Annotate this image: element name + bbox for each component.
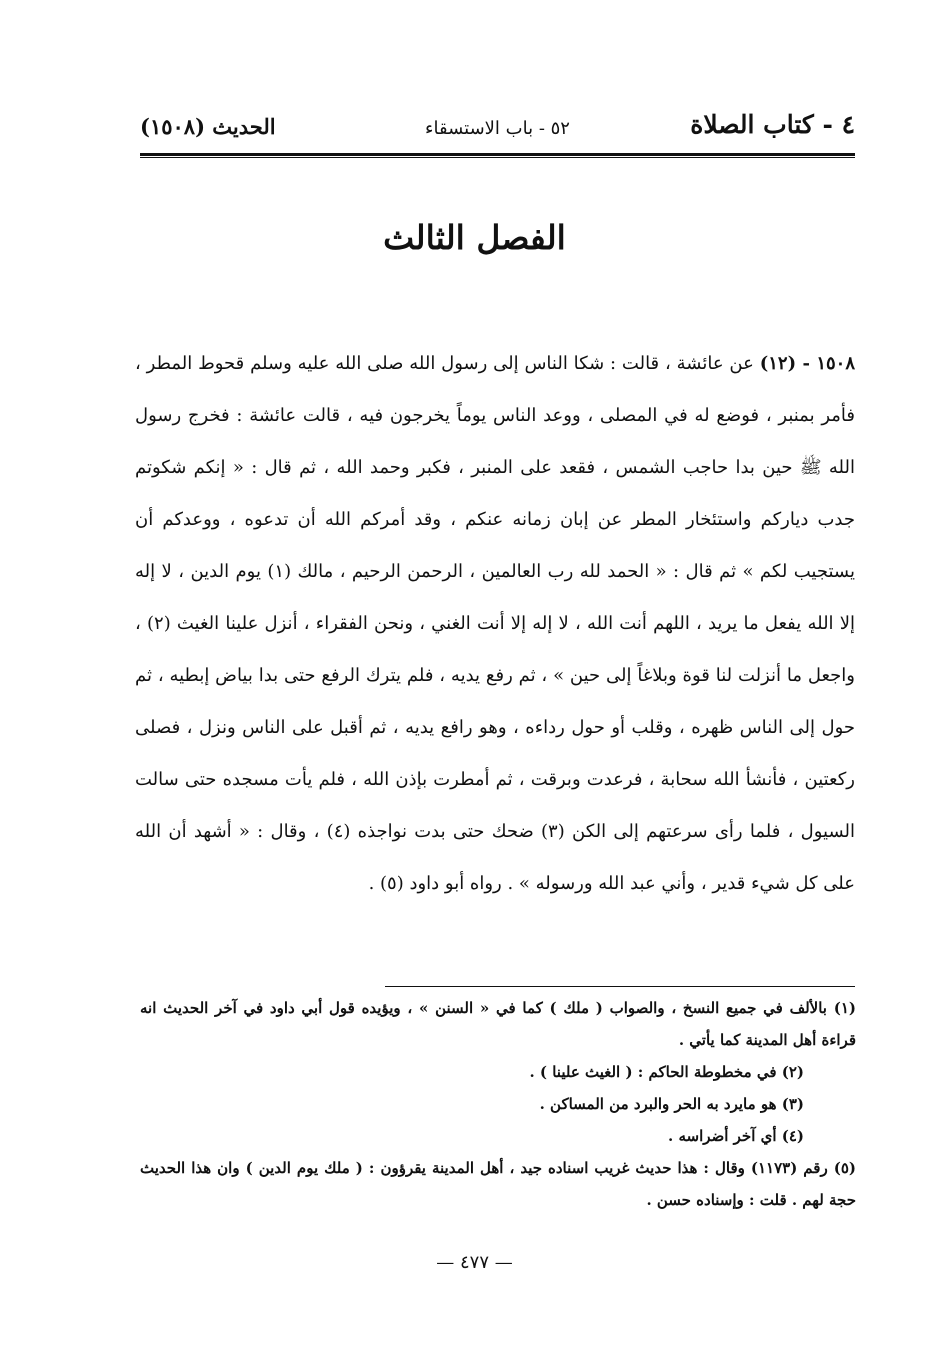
section-title: الفصل الثالث	[383, 218, 566, 257]
footnote-4: (٤) أي آخر أضراسه .	[668, 1127, 804, 1145]
footnote-3: (٣) هو مايرد به الحر والبرد من المساكن .	[539, 1095, 804, 1113]
hadith-text: عن عائشة ، قالت : شكا الناس إلى رسول الله صلى الله عليه وسلم قحوط المطر ، فأمر بمنبر ، فوضع له في المصلى ، ووعد الناس يوماً يخرجون فيه ، قالت عائشة : فخرج رسول الله ﷺ حين بدا حاجب الشمس ، فقعد على المنبر ، فكبر وحمد الله ، ثم قال : « إنكم شكوتم جدب دياركم واستئخار المطر عن إبان زمانه عنكم ، وقد أمركم الله أن تدعوه ، ووعدكم أن يستجيب لكم » ثم قال : « الحمد لله رب العالمين ، الرحمن الرحيم ، مالك (١) يوم الدين ، لا إله إلا الله يفعل ما يريد ، اللهم أنت الله ، لا إله إلا أنت الغني ، ونحن الفقراء ، أنزل علينا الغيث (٢) ، واجعل ما أنزلت لنا قوة وبلاغاً إلى حين » ، ثم رفع يديه ، فلم يترك الرفع حتى بدا بياض إبطيه ، ثم حول إلى الناس ظهره ، وقلب أو حول رداءه ، وهو رافع يديه ، ثم أقبل على الناس ونزل ، فصلى ركعتين ، فأنشأ الله سحابة ، فرعدت وبرقت ، ثم أمطرت بإذن الله ، فلم يأت مسجده حتى سالت السيول ، فلما رأى سرعتهم إلى الكن (٣) ضحك حتى بدت نواجذه (٤) ، وقال : « أشهد أن الله على كل شيء قدير ، وأني عبد الله ورسوله » . رواه أبو داود (٥) .	[135, 353, 855, 894]
footnotes	[140, 992, 856, 1216]
book-title: ٤ - كتاب الصلاة	[690, 110, 855, 139]
hadith-reference: الحديث (١٥٠٨)	[140, 114, 276, 139]
header-rule	[140, 153, 855, 158]
running-header	[140, 108, 855, 150]
hadith-body	[135, 338, 855, 910]
footnote-rule	[385, 986, 855, 987]
page-number: — ٤٧٧ —	[436, 1252, 513, 1273]
footnote-5: (٥) رقم (١١٧٣) وقال : هذا حديث غريب اسناده جيد ، أهل المدينة يقرؤون : ( ملك يوم الدين ) وان هذا الحديث حجة لهم . قلت : وإسناده حسن .	[140, 1159, 856, 1209]
footnote-1: (١) بالألف في جميع النسخ ، والصواب ( ملك ) كما في « السنن » ، ويؤيده قول أبي داود في آخر الحديث انه قراءة أهل المدينة كما يأتي .	[140, 999, 856, 1049]
chapter-title: ٥٢ - باب الاستسقاء	[425, 118, 570, 139]
footnote-2: (٢) في مخطوطة الحاكم : ( الغيث علينا ) .	[529, 1063, 804, 1081]
hadith-number: ١٥٠٨ - (١٢)	[759, 353, 855, 374]
